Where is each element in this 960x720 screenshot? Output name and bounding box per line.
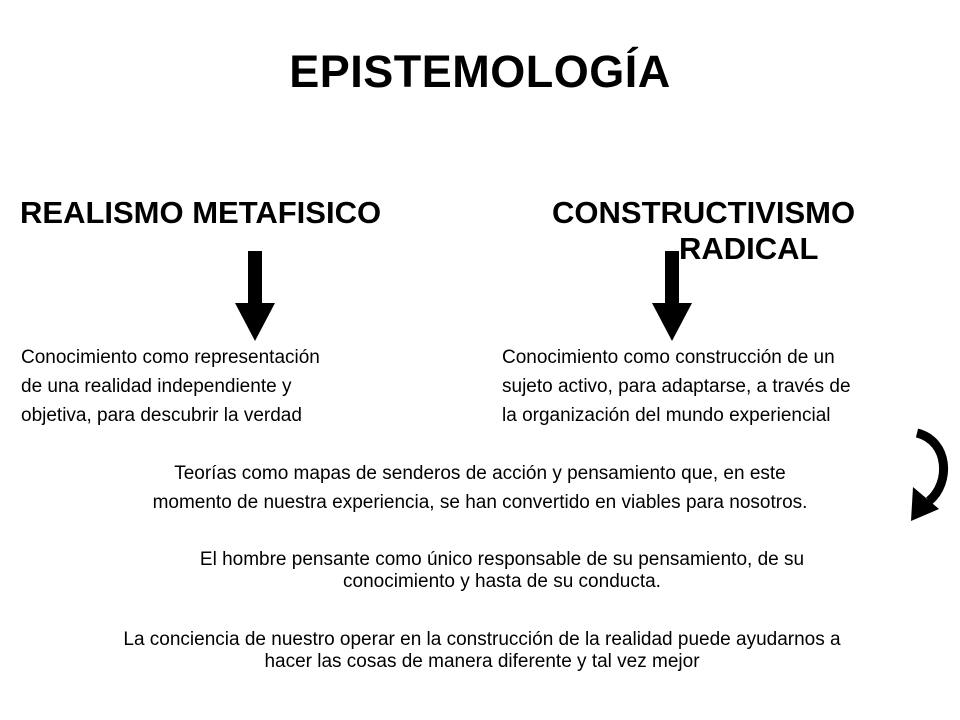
right-description-line: Conocimiento como construcción de un	[502, 347, 835, 368]
heading-radical: RADICAL	[679, 231, 819, 266]
right-description-line: sujeto activo, para adaptarse, a través de	[502, 376, 851, 397]
paragraph-conscience	[2, 629, 960, 673]
paragraph-line: La conciencia de nuestro operar en la construcción de la realidad puede ayudarnos a	[123, 629, 841, 650]
paragraph-line: hacer las cosas de manera diferente y tal vez mejor	[264, 651, 700, 672]
arrow-down-icon	[235, 251, 275, 341]
paragraph-line: momento de nuestra experiencia, se han convertido en viables para nosotros.	[152, 492, 808, 513]
right-description-line: la organización del mundo experiencial	[502, 405, 831, 426]
paragraph-line: Teorías como mapas de senderos de acción y pensamiento que, en este	[174, 463, 786, 484]
paragraph-thinking-man	[22, 549, 960, 593]
paragraph-line: El hombre pensante como único responsable de su pensamiento, de su	[199, 549, 805, 570]
left-description-line: Conocimiento como representación	[21, 347, 320, 368]
heading-constructivismo: CONSTRUCTIVISMO	[552, 195, 856, 230]
left-description-line: objetiva, para descubrir la verdad	[21, 405, 302, 426]
left-description-line: de una realidad independiente y	[21, 376, 292, 397]
paragraph-theories	[0, 459, 960, 517]
heading-realismo-metafisico: REALISMO METAFISICO	[20, 195, 382, 230]
arrow-down-icon	[652, 251, 692, 341]
paragraph-line: conocimiento y hasta de su conducta.	[343, 571, 661, 592]
left-description	[21, 343, 320, 430]
right-description	[502, 343, 851, 430]
page-title: EPISTEMOLOGÍA	[289, 46, 671, 97]
